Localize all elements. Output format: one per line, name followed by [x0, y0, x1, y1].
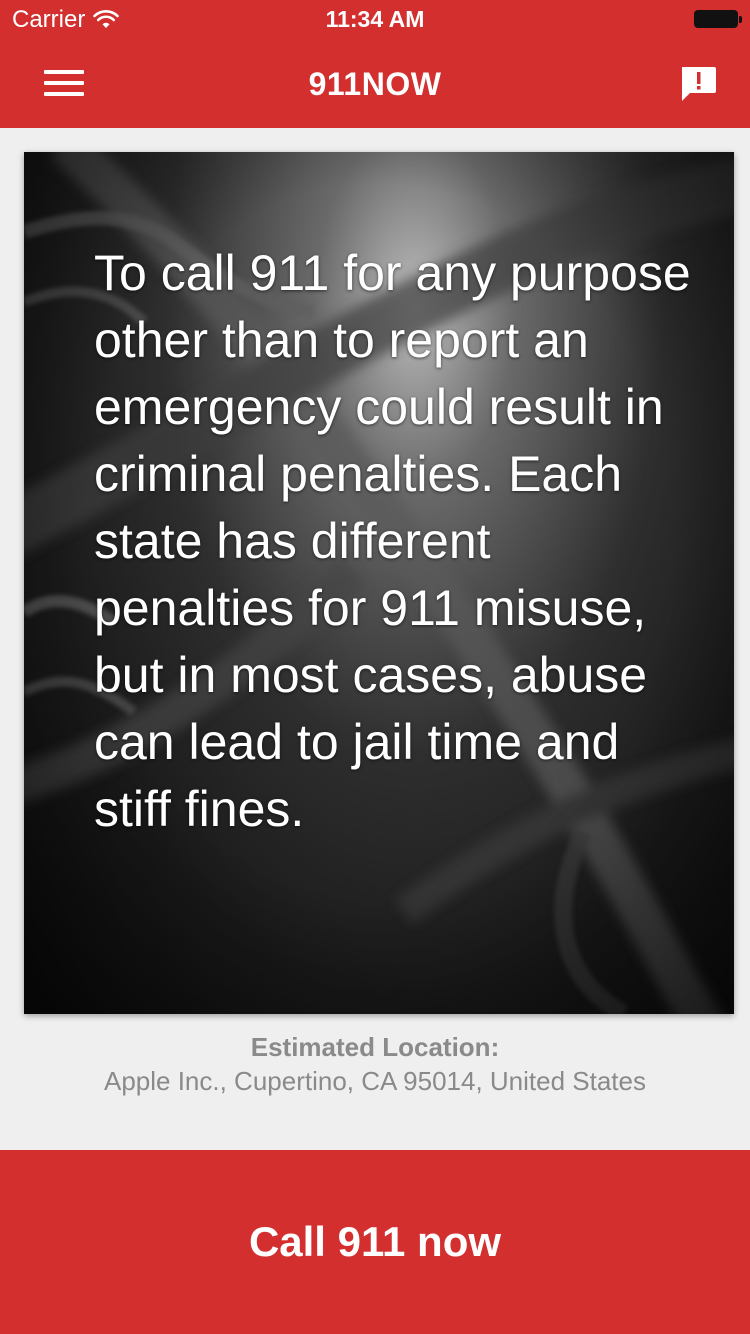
report-button[interactable]: [678, 64, 718, 104]
location-label: Estimated Location:: [250, 1032, 500, 1062]
estimated-location: [0, 1030, 750, 1098]
report-message-icon: [678, 64, 718, 104]
call-911-label: Call 911 now: [248, 1218, 502, 1265]
status-bar: [0, 0, 750, 40]
warning-message: To call 911 for any purpose other than to report an emergency could result in criminal penalties. Each state has different penalties for 911 misuse, but in most cases, abuse can lead to jail time and stiff fines.: [94, 245, 691, 837]
location-address: Apple Inc., Cupertino, CA 95014, United States: [103, 1066, 646, 1096]
nav-bar: [0, 40, 750, 128]
call-911-button[interactable]: [0, 1150, 750, 1334]
battery-icon: [694, 10, 738, 28]
warning-card: [24, 152, 734, 1014]
app-title: 911NOW: [308, 66, 442, 102]
carrier-label: Carrier: [12, 6, 86, 33]
status-time: 11:34 AM: [325, 6, 425, 32]
